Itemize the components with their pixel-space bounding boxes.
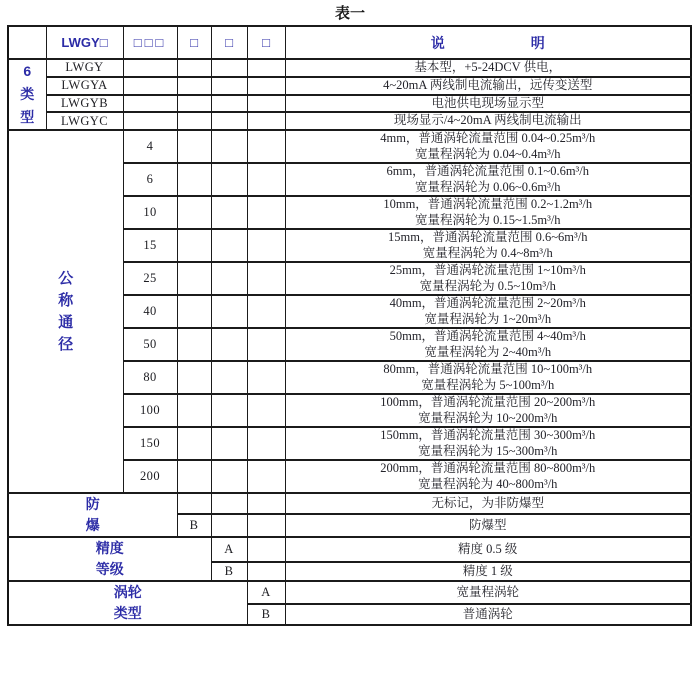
empty-cell [211, 493, 247, 514]
empty-cell [247, 295, 285, 328]
explosion-code-cell: B [177, 514, 211, 537]
description-cell: 40mm，普通涡轮流量范围 2~20m³/h 宽量程涡轮为 1~20m³/h [285, 295, 691, 328]
empty-cell [211, 427, 247, 460]
accuracy-section-label: 精度 等级 [8, 537, 211, 581]
empty-cell [247, 394, 285, 427]
diameter-code-cell: 40 [123, 295, 177, 328]
explosion-code-cell [177, 493, 211, 514]
header-description-char-2: 明 [530, 34, 545, 51]
empty-cell [177, 394, 211, 427]
description-cell: 精度 0.5 级 [285, 537, 691, 562]
diameter-code-cell: 6 [123, 163, 177, 196]
turbine-code-cell: B [247, 604, 285, 625]
description-cell: 10mm，普通涡轮流量范围 0.2~1.2m³/h 宽量程涡轮为 0.15~1.5m³/h [285, 196, 691, 229]
empty-cell [247, 328, 285, 361]
empty-cell [247, 262, 285, 295]
empty-cell [123, 59, 177, 77]
description-cell: 100mm，普通涡轮流量范围 20~200m³/h 宽量程涡轮为 10~200m³/h [285, 394, 691, 427]
empty-cell [211, 59, 247, 77]
type-row [8, 112, 691, 130]
header-model-code: LWGY□ [46, 26, 123, 59]
header-diameter-code: □□□ [123, 26, 177, 59]
empty-cell [247, 361, 285, 394]
description-cell: 50mm，普通涡轮流量范围 4~40m³/h 宽量程涡轮为 2~40m³/h [285, 328, 691, 361]
turbine-row [8, 581, 691, 604]
empty-cell [177, 328, 211, 361]
explosion-row [8, 493, 691, 514]
description-cell: 80mm，普通涡轮流量范围 10~100m³/h 宽量程涡轮为 5~100m³/h [285, 361, 691, 394]
description-cell: 普通涡轮 [285, 604, 691, 625]
description-cell: 200mm，普通涡轮流量范围 80~800m³/h 宽量程涡轮为 40~800m³/h [285, 460, 691, 493]
diameter-code-cell: 100 [123, 394, 177, 427]
header-option-square-2: □ [211, 26, 247, 59]
description-cell: 宽量程涡轮 [285, 581, 691, 604]
empty-cell [211, 95, 247, 113]
empty-cell [211, 112, 247, 130]
empty-cell [247, 229, 285, 262]
table-title: 表一 [334, 5, 365, 22]
diameter-code-cell: 80 [123, 361, 177, 394]
turbine-section-label: 涡轮 类型 [8, 581, 247, 625]
description-cell: 15mm，普通涡轮流量范围 0.6~6m³/h 宽量程涡轮为 0.4~8m³/h [285, 229, 691, 262]
diameter-code-cell: 10 [123, 196, 177, 229]
empty-cell [247, 514, 285, 537]
empty-cell [211, 460, 247, 493]
explosion-section-label: 防 爆 [8, 493, 177, 537]
empty-cell [177, 295, 211, 328]
description-cell: 防爆型 [285, 514, 691, 537]
empty-cell [247, 77, 285, 95]
description-cell: 电池供电现场显示型 [285, 95, 691, 113]
type-section-label: 6 类 型 [8, 59, 46, 130]
diameter-section-label: 公 称 通 径 [8, 130, 123, 493]
diameter-code-cell: 15 [123, 229, 177, 262]
empty-cell [211, 394, 247, 427]
empty-cell [247, 493, 285, 514]
empty-cell [177, 196, 211, 229]
empty-cell [211, 77, 247, 95]
spec-table [7, 25, 692, 626]
turbine-code-cell: A [247, 581, 285, 604]
diameter-code-cell: 4 [123, 130, 177, 163]
header-description [285, 26, 691, 59]
empty-cell [177, 229, 211, 262]
empty-cell [177, 427, 211, 460]
empty-cell [211, 328, 247, 361]
description-cell: 4mm，普通涡轮流量范围 0.04~0.25m³/h 宽量程涡轮为 0.04~0.4m³/h [285, 130, 691, 163]
type-code-cell: LWGYC [46, 112, 123, 130]
diameter-code-cell: 150 [123, 427, 177, 460]
empty-cell [247, 112, 285, 130]
empty-cell [211, 361, 247, 394]
description-cell: 无标记，为非防爆型 [285, 493, 691, 514]
type-code-cell: LWGYB [46, 95, 123, 113]
header-empty-cell [8, 26, 46, 59]
type-section-count: 6 [23, 63, 32, 79]
description-cell: 精度 1 级 [285, 562, 691, 581]
empty-cell [177, 460, 211, 493]
empty-cell [247, 196, 285, 229]
empty-cell [211, 163, 247, 196]
empty-cell [211, 514, 247, 537]
type-row [8, 77, 691, 95]
empty-cell [211, 130, 247, 163]
empty-cell [177, 361, 211, 394]
empty-cell [177, 77, 211, 95]
header-option-square-3: □ [247, 26, 285, 59]
header-row [8, 26, 691, 59]
empty-cell [247, 460, 285, 493]
empty-cell [211, 262, 247, 295]
empty-cell [247, 95, 285, 113]
empty-cell [177, 262, 211, 295]
empty-cell [247, 562, 285, 581]
empty-cell [247, 59, 285, 77]
empty-cell [177, 95, 211, 113]
type-code-cell: LWGYA [46, 77, 123, 95]
accuracy-code-cell: A [211, 537, 247, 562]
empty-cell [211, 295, 247, 328]
accuracy-row [8, 537, 691, 562]
diameter-row [8, 130, 691, 163]
description-cell: 6mm，普通涡轮流量范围 0.1~0.6m³/h 宽量程涡轮为 0.06~0.6m³/h [285, 163, 691, 196]
empty-cell [177, 130, 211, 163]
description-cell: 150mm，普通涡轮流量范围 30~300m³/h 宽量程涡轮为 15~300m³/h [285, 427, 691, 460]
type-row [8, 59, 691, 77]
empty-cell [123, 95, 177, 113]
diameter-code-cell: 25 [123, 262, 177, 295]
empty-cell [177, 59, 211, 77]
diameter-code-cell: 50 [123, 328, 177, 361]
header-option-square-1: □ [177, 26, 211, 59]
description-cell: 4~20mA 两线制电流输出，远传变送型 [285, 77, 691, 95]
empty-cell [177, 112, 211, 130]
description-cell: 基本型，+5-24DCV 供电， [285, 59, 691, 77]
diameter-code-cell: 200 [123, 460, 177, 493]
empty-cell [247, 163, 285, 196]
empty-cell [247, 427, 285, 460]
empty-cell [177, 163, 211, 196]
empty-cell [247, 537, 285, 562]
accuracy-code-cell: B [211, 562, 247, 581]
header-description-char-1: 说 [430, 34, 445, 51]
empty-cell [123, 77, 177, 95]
empty-cell [123, 112, 177, 130]
type-row [8, 95, 691, 113]
description-cell: 25mm，普通涡轮流量范围 1~10m³/h 宽量程涡轮为 0.5~10m³/h [285, 262, 691, 295]
description-cell: 现场显示/4~20mA 两线制电流输出 [285, 112, 691, 130]
type-code-cell: LWGY [46, 59, 123, 77]
empty-cell [211, 196, 247, 229]
empty-cell [211, 229, 247, 262]
empty-cell [247, 130, 285, 163]
